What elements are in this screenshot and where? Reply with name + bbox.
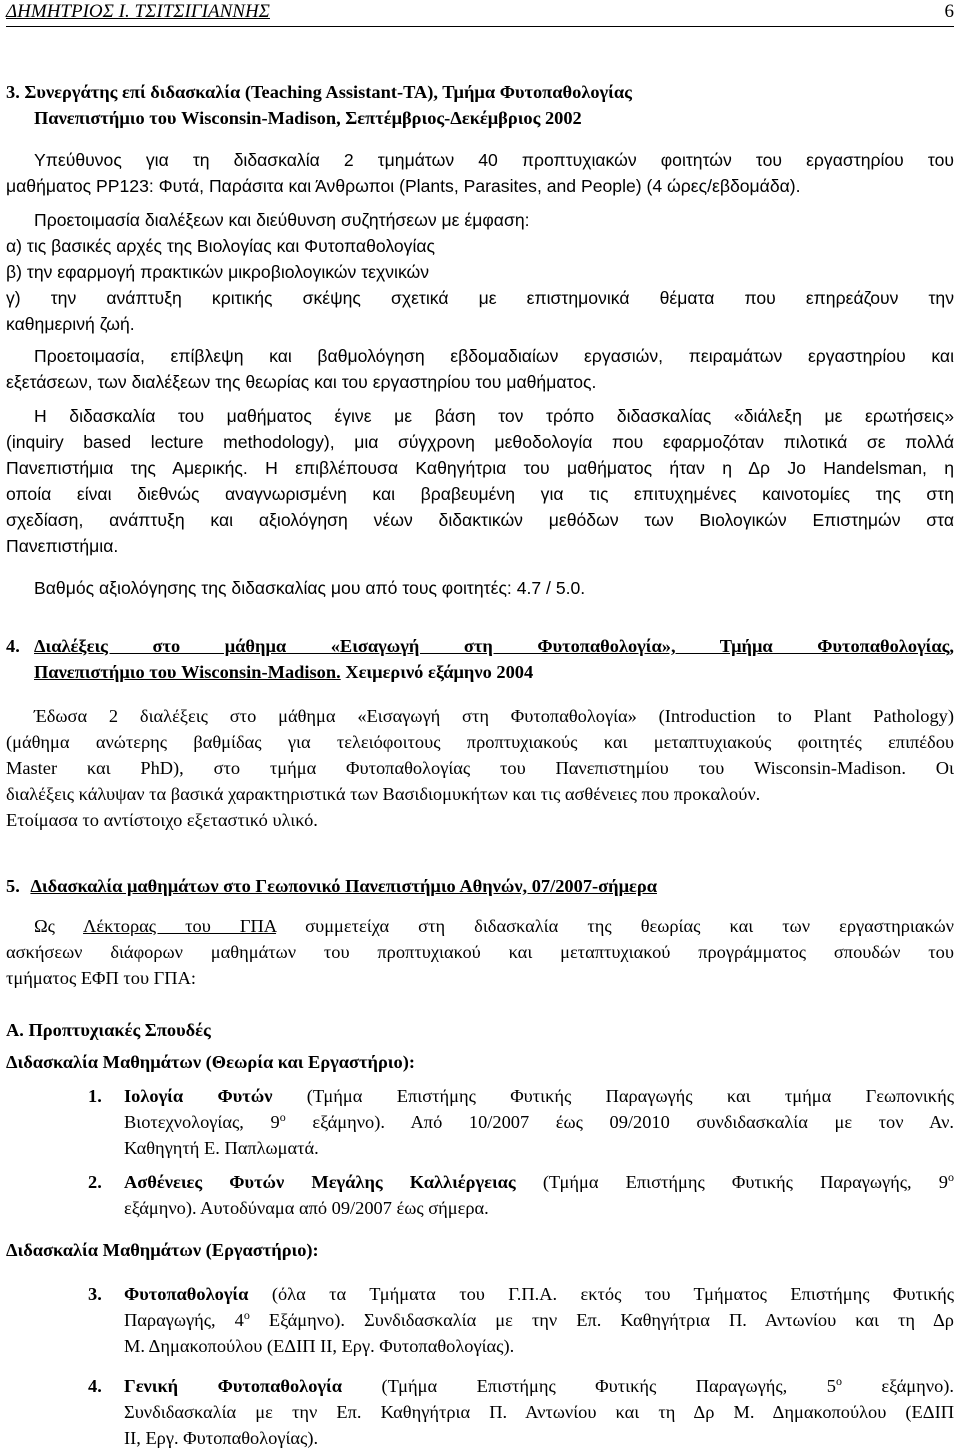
course-2-desc-1: (Τμήμα Επιστήμης Φυτικής Παραγωγής, 9: [542, 1172, 948, 1192]
section-3-p4-line-5: σχεδίαση, ανάπτυξη και αξιολόγηση νέων διδακτικών μεθόδων των Βιολογικών Επιστημών στα: [6, 510, 954, 530]
course-3-desc-2b: Εξάμηνο). Συνδιδασκαλία με την Επ. Καθηγήτρια Π. Αντωνίου και τη Δρ: [268, 1310, 954, 1330]
section-3-p4-line-1: Η διδασκαλία του μαθήματος έγινε με βάση τον τρόπο διδασκαλίας «διάλεξη με ερωτήσεις»: [34, 406, 954, 426]
section-3-title-line-1: 3. Συνεργάτης επί διδασκαλία (Teaching Assistant-TA), Τμήμα Φυτοπαθολογίας: [6, 82, 632, 102]
section-3-p2-line-2: α) τις βασικές αρχές της Βιολογίας και Φυτοπαθολογίας: [6, 236, 436, 256]
course-2-sup: ο: [948, 1169, 954, 1184]
section-4-semester: Χειμερινό εξάμηνο 2004: [345, 662, 534, 682]
section-3-p4-line-2: (inquiry based lecture methodology), μια σύγχρονη μεθοδολογία που εφαρμοζόταν πιλοτικά σε πολλά: [6, 432, 954, 452]
section-4-p-line-1: Έδωσα 2 διαλέξεις στο μάθημα «Εισαγωγή στη Φυτοπαθολογία» (Introduction to Plant Pathology): [34, 706, 954, 726]
section-5-title-text: Διδασκαλία μαθημάτων στο Γεωπονικό Πανεπιστήμιο Αθηνών, 07/2007-σήμερα: [30, 876, 657, 896]
course-3-number: 3.: [88, 1284, 102, 1304]
course-2-name: Ασθένειες Φυτών Μεγάλης Καλλιέργειας: [124, 1172, 516, 1192]
section-4-p-line-4: διαλέξεις κάλυψαν τα βασικά χαρακτηριστικά των Βασιδιομυκήτων και τις ασθένειες που προκαλούν.: [6, 784, 761, 804]
section-5-p-as: Ως: [34, 916, 55, 936]
course-4-sup: ο: [835, 1373, 842, 1388]
section-5-p-line-3: τμήματος ΕΦΠ του ΓΠΑ:: [6, 968, 196, 988]
section-3-p3-line-1: Προετοιμασία, επίβλεψη και βαθμολόγηση εβδομαδιαίων εργασιών, πειραμάτων εργαστηρίου και: [34, 346, 954, 366]
section-4-title-line-2: [34, 660, 960, 686]
section-4-p-line-5: Ετοίμασα το αντίστοιχο εξεταστικό υλικό.: [6, 810, 318, 830]
section-3-p2-line-1: Προετοιμασία διαλέξεων και διεύθυνση συζητήσεων με έμφαση:: [34, 210, 530, 230]
section-3-p4-line-4: οποία είναι διεθνώς αναγνωρισμένη και βραβευμένη για τις επιτυχημένες καινοτομίες της στη: [6, 484, 954, 504]
section-4-title-text: Διαλέξεις στο μάθημα «Εισαγωγή στη Φυτοπαθολογία», Τμήμα Φυτοπαθολογίας,: [34, 636, 954, 656]
course-4-line-3: ΙΙ, Εργ. Φυτοπαθολογίας).: [124, 1428, 319, 1448]
course-1-number: 1.: [88, 1086, 102, 1106]
course-1-desc-2a: Βιοτεχνολογίας, 9: [124, 1112, 280, 1132]
section-3-p2-line-3: β) την εφαρμογή πρακτικών μικροβιολογικών τεχνικών: [6, 262, 430, 282]
section-3-p1-line-1: Υπεύθυνος για τη διδασκαλία 2 τμημάτων 40 προπτυχιακών φοιτητών του εργαστηρίου του: [34, 150, 954, 170]
course-4-desc-1a: (Τμήμα Επιστήμης Φυτικής Παραγωγής, 5: [381, 1376, 836, 1396]
section-5-title: [6, 874, 954, 900]
course-4-line-2: Συνδιδασκαλία με την Επ. Καθηγήτρια Π. Αντωνίου και τη Δρ Μ. Δημακοπούλου (ΕΔΙΠ: [124, 1402, 954, 1422]
lab-only-heading: Διδασκαλία Μαθημάτων (Εργαστήριο):: [6, 1240, 319, 1260]
section-4-number: 4.: [6, 636, 20, 656]
section-5-p-line-1: [34, 914, 954, 940]
theory-and-lab-heading: Διδασκαλία Μαθημάτων (Θεωρία και Εργαστήριο):: [6, 1052, 415, 1072]
course-2-text: [124, 1170, 954, 1196]
course-3-sup: ο: [243, 1307, 250, 1322]
section-3-p1-line-2: μαθήματος PP123: Φυτά, Παράσιτα και Άνθρωποι (Plants, Parasites, and People) (4 ώρες/εβδομάδα).: [6, 176, 801, 196]
section-3-p2-line-5: καθημερινή ζωή.: [6, 314, 135, 334]
header-author: ΔΗΜΗΤΡΙΟΣ Ι. ΤΣΙΤΣΙΓΙΑΝΝΗΣ: [6, 1, 270, 22]
page-number: 6: [944, 1, 954, 22]
course-1-desc-2b: εξάμηνο). Από 10/2007 έως 09/2010 συνδιδασκαλία με τον Αν.: [312, 1112, 954, 1132]
course-3-desc-2a: Παραγωγής, 4: [124, 1310, 244, 1330]
course-1-text: [124, 1084, 954, 1110]
course-2-line-2: εξάμηνο). Αυτοδύναμα από 09/2007 έως σήμερα.: [124, 1198, 489, 1218]
section-3-p3-line-2: εξετάσεων, των διαλέξεων της θεωρίας και του εργαστηρίου του μαθήματος.: [6, 372, 597, 392]
page-header: [6, 0, 954, 27]
undergraduate-heading: Α. Προπτυχιακές Σπουδές: [6, 1020, 211, 1040]
section-5-number: 5.: [6, 876, 20, 896]
course-3-line-2: [124, 1308, 954, 1334]
course-3-desc-1: (όλα τα Τμήματα του Γ.Π.Α. εκτός του Τμήματος Επιστήμης Φυτικής: [271, 1284, 954, 1304]
section-4-institution: Πανεπιστήμιο του Wisconsin-Madison.: [34, 662, 341, 682]
course-1-desc-1: (Τμήμα Επιστήμης Φυτικής Παραγωγής και τμήμα Γεωπονικής: [306, 1086, 954, 1106]
course-4-desc-1b: εξάμηνο).: [881, 1376, 954, 1396]
course-3-line-3: Μ. Δημακοπούλου (ΕΔΙΠ ΙΙ, Εργ. Φυτοπαθολογίας).: [124, 1336, 515, 1356]
section-5-p-rest: συμμετείχα στη διδασκαλία της θεωρίας και των εργαστηριακών: [305, 916, 954, 936]
course-1-name: Ιολογία Φυτών: [124, 1086, 273, 1106]
course-1-line-3: Καθηγητή Ε. Παπλωματά.: [124, 1138, 319, 1158]
section-4-p-line-3: Master και PhD), στο τμήμα Φυτοπαθολογίας του Πανεπιστημίου του Wisconsin-Madison. Οι: [6, 758, 954, 778]
section-5-p-line-2: ασκήσεων διάφορων μαθημάτων του προπτυχιακού και μεταπτυχιακού προγράμματος σπουδών του: [6, 942, 954, 962]
course-2-number: 2.: [88, 1172, 102, 1192]
section-5-p-role: Λέκτορας του ΓΠΑ: [83, 916, 277, 936]
section-3-p2-line-4: γ) την ανάπτυξη κριτικής σκέψης σχετικά με επιστημονικά θέματα που επηρεάζουν την: [6, 288, 954, 308]
course-3-text: [124, 1282, 954, 1308]
section-3-p4-line-6: Πανεπιστήμια.: [6, 536, 119, 556]
course-4-name: Γενική Φυτοπαθολογία: [124, 1376, 342, 1396]
section-3-p4-line-3: Πανεπιστήμια της Αμερικής. Η επιβλέπουσα Καθηγήτρια του μαθήματος ήταν η Δρ Jo Handelsman, η: [6, 458, 954, 478]
course-4-text: [124, 1374, 954, 1400]
section-4-p-line-2: (μάθημα ανώτερης βαθμίδας για τελειόφοιτους προπτυχιακούς και μεταπτυχιακούς φοιτητές επιπέδου: [6, 732, 954, 752]
course-3-name: Φυτοπαθολογία: [124, 1284, 249, 1304]
course-1-sup: ο: [279, 1109, 286, 1124]
section-3-title-line-2: Πανεπιστήμιο του Wisconsin-Madison, Σεπτέμβριος-Δεκέμβριος 2002: [34, 108, 582, 128]
section-3-rating: Βαθμός αξιολόγησης της διδασκαλίας μου από τους φοιτητές: 4.7 / 5.0.: [34, 578, 586, 598]
course-4-number: 4.: [88, 1376, 102, 1396]
course-1-line-2: [124, 1110, 954, 1136]
